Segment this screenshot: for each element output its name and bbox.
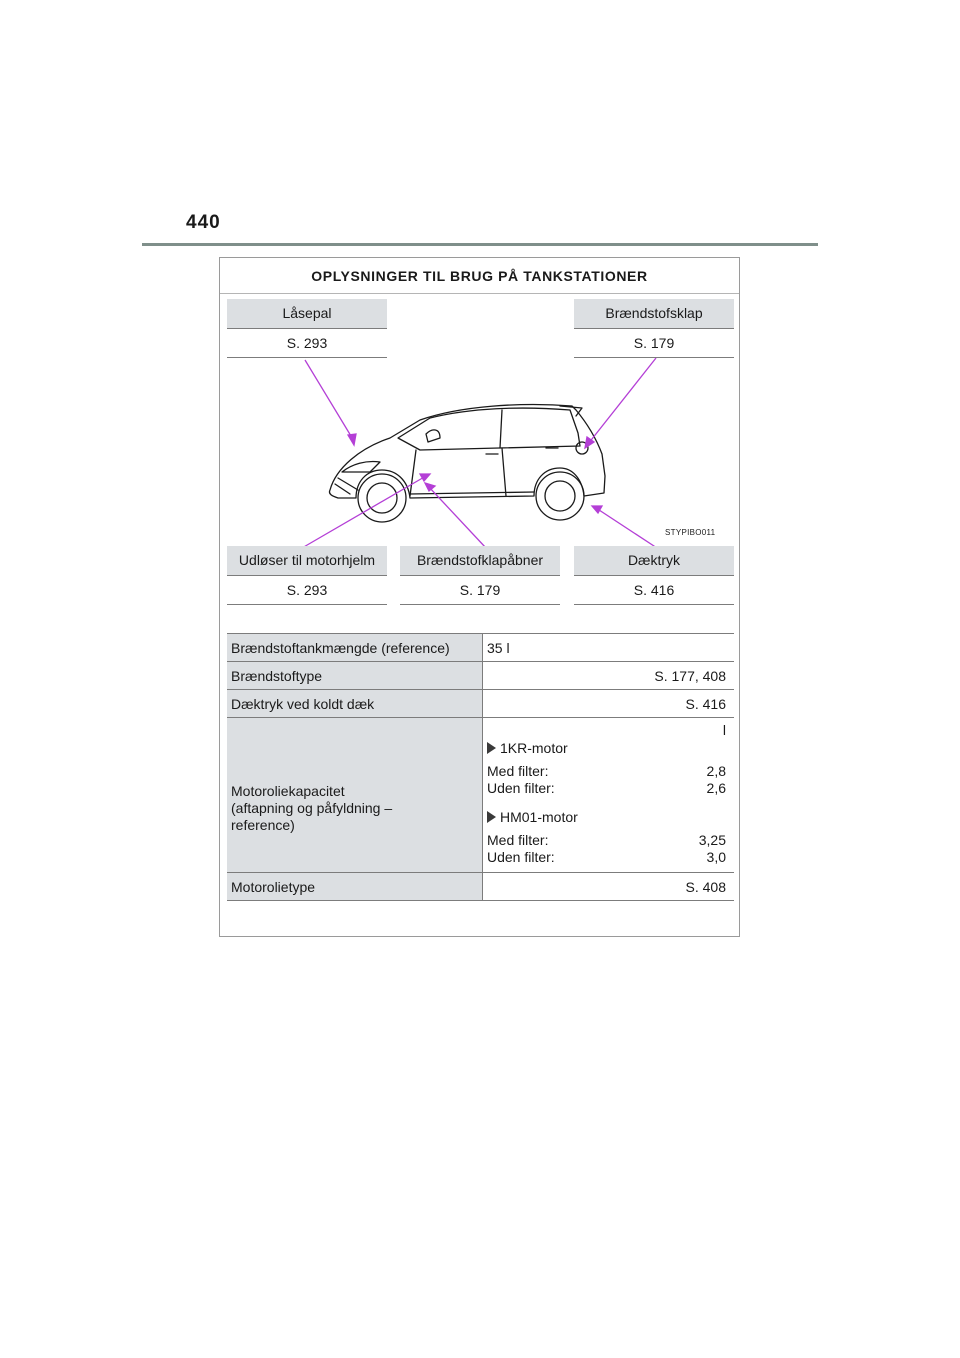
- engine-1kr-heading: [487, 740, 568, 756]
- leader-fuel-opener: [428, 486, 486, 548]
- spec-value: 35 l: [483, 634, 735, 662]
- oil-row-value: 2,6: [706, 780, 726, 796]
- car-body-outline: [329, 405, 605, 498]
- oil-row-value: 3,25: [698, 832, 726, 848]
- oil-row: [487, 849, 726, 866]
- callout-label: Udløser til motorhjelm: [227, 546, 387, 576]
- callout-page-ref: S. 293: [227, 576, 387, 605]
- car-b-pillar: [500, 410, 502, 448]
- spec-value: S. 416: [483, 690, 735, 718]
- callout-label: Dæktryk: [574, 546, 734, 576]
- callout-hood-release: [227, 546, 387, 605]
- callout-label: Brændstofsklap: [574, 299, 734, 329]
- leader-hood-release-arrow: [420, 474, 430, 481]
- leader-hood-lock: [305, 360, 354, 441]
- callout-label: Låsepal: [227, 299, 387, 329]
- engine-name: HM01-motor: [500, 809, 578, 825]
- callout-label: Brændstofklapåbner: [400, 546, 560, 576]
- leader-fuel-door: [588, 358, 656, 444]
- engine-hm01-heading: [487, 809, 578, 825]
- car-mirror: [426, 430, 440, 442]
- callout-fuel-opener: [400, 546, 560, 605]
- spec-key: Brændstoftype: [227, 662, 483, 690]
- spec-table: [227, 633, 734, 901]
- car-window-line: [398, 408, 580, 450]
- car-door-line: [410, 450, 416, 496]
- callout-page-ref: S. 416: [574, 576, 734, 605]
- callout-page-ref: S. 179: [574, 329, 734, 358]
- oil-row: [487, 832, 726, 849]
- callout-hood-lock: [227, 299, 387, 358]
- oil-row-label: Med filter:: [487, 832, 549, 848]
- front-wheel: [358, 474, 406, 522]
- rear-wheel: [536, 472, 584, 520]
- car-door-line-2: [502, 448, 506, 496]
- callout-tire-pressure: [574, 546, 734, 605]
- front-wheel-rim: [367, 483, 397, 513]
- spec-value: S. 177, 408: [483, 662, 735, 690]
- spec-value: [483, 718, 735, 873]
- rear-wheel-rim: [545, 481, 575, 511]
- callout-page-ref: S. 179: [400, 576, 560, 605]
- oil-row-label: Med filter:: [487, 763, 549, 779]
- callout-fuel-door: [574, 299, 734, 358]
- leader-hood-release: [302, 476, 426, 548]
- oil-capacity-label-1: Motoroliekapacitet: [231, 782, 345, 799]
- table-row: [227, 718, 734, 873]
- triangle-bullet-icon: [487, 742, 496, 754]
- fuel-info-panel: [219, 257, 740, 937]
- oil-row-value: 3,0: [706, 849, 726, 865]
- page-number: 440: [186, 212, 221, 233]
- leader-fuel-opener-arrow: [425, 483, 435, 491]
- oil-row-value: 2,8: [706, 763, 726, 779]
- oil-unit: l: [722, 722, 726, 738]
- car-sill: [410, 492, 534, 494]
- oil-row-label: Uden filter:: [487, 780, 555, 796]
- spec-key: [227, 718, 483, 873]
- table-row: [227, 690, 734, 718]
- spec-key: Dæktryk ved koldt dæk: [227, 690, 483, 718]
- section-title: OPLYSNINGER TIL BRUG PÅ TANKSTATIONER: [220, 258, 739, 294]
- oil-capacity-label-2: (aftapning og påfyldning –: [231, 799, 393, 816]
- table-row: [227, 873, 734, 901]
- leader-tire: [596, 508, 657, 548]
- spec-key: Motorolietype: [227, 873, 483, 901]
- car-grille: [335, 478, 358, 494]
- figure-code: STYPIBO011: [665, 528, 716, 537]
- triangle-bullet-icon: [487, 811, 496, 823]
- leader-hood-lock-arrow: [348, 434, 356, 445]
- oil-row: [487, 763, 726, 780]
- oil-row-label: Uden filter:: [487, 849, 555, 865]
- callout-page-ref: S. 293: [227, 329, 387, 358]
- table-row: [227, 662, 734, 690]
- oil-row: [487, 780, 726, 797]
- table-row: [227, 634, 734, 662]
- header-rule: [142, 243, 818, 246]
- engine-name: 1KR-motor: [500, 740, 568, 756]
- oil-capacity-label-3: reference): [231, 816, 295, 833]
- spec-value: S. 408: [483, 873, 735, 901]
- leader-tire-arrow: [592, 506, 602, 513]
- spec-key: Brændstoftankmængde (reference): [227, 634, 483, 662]
